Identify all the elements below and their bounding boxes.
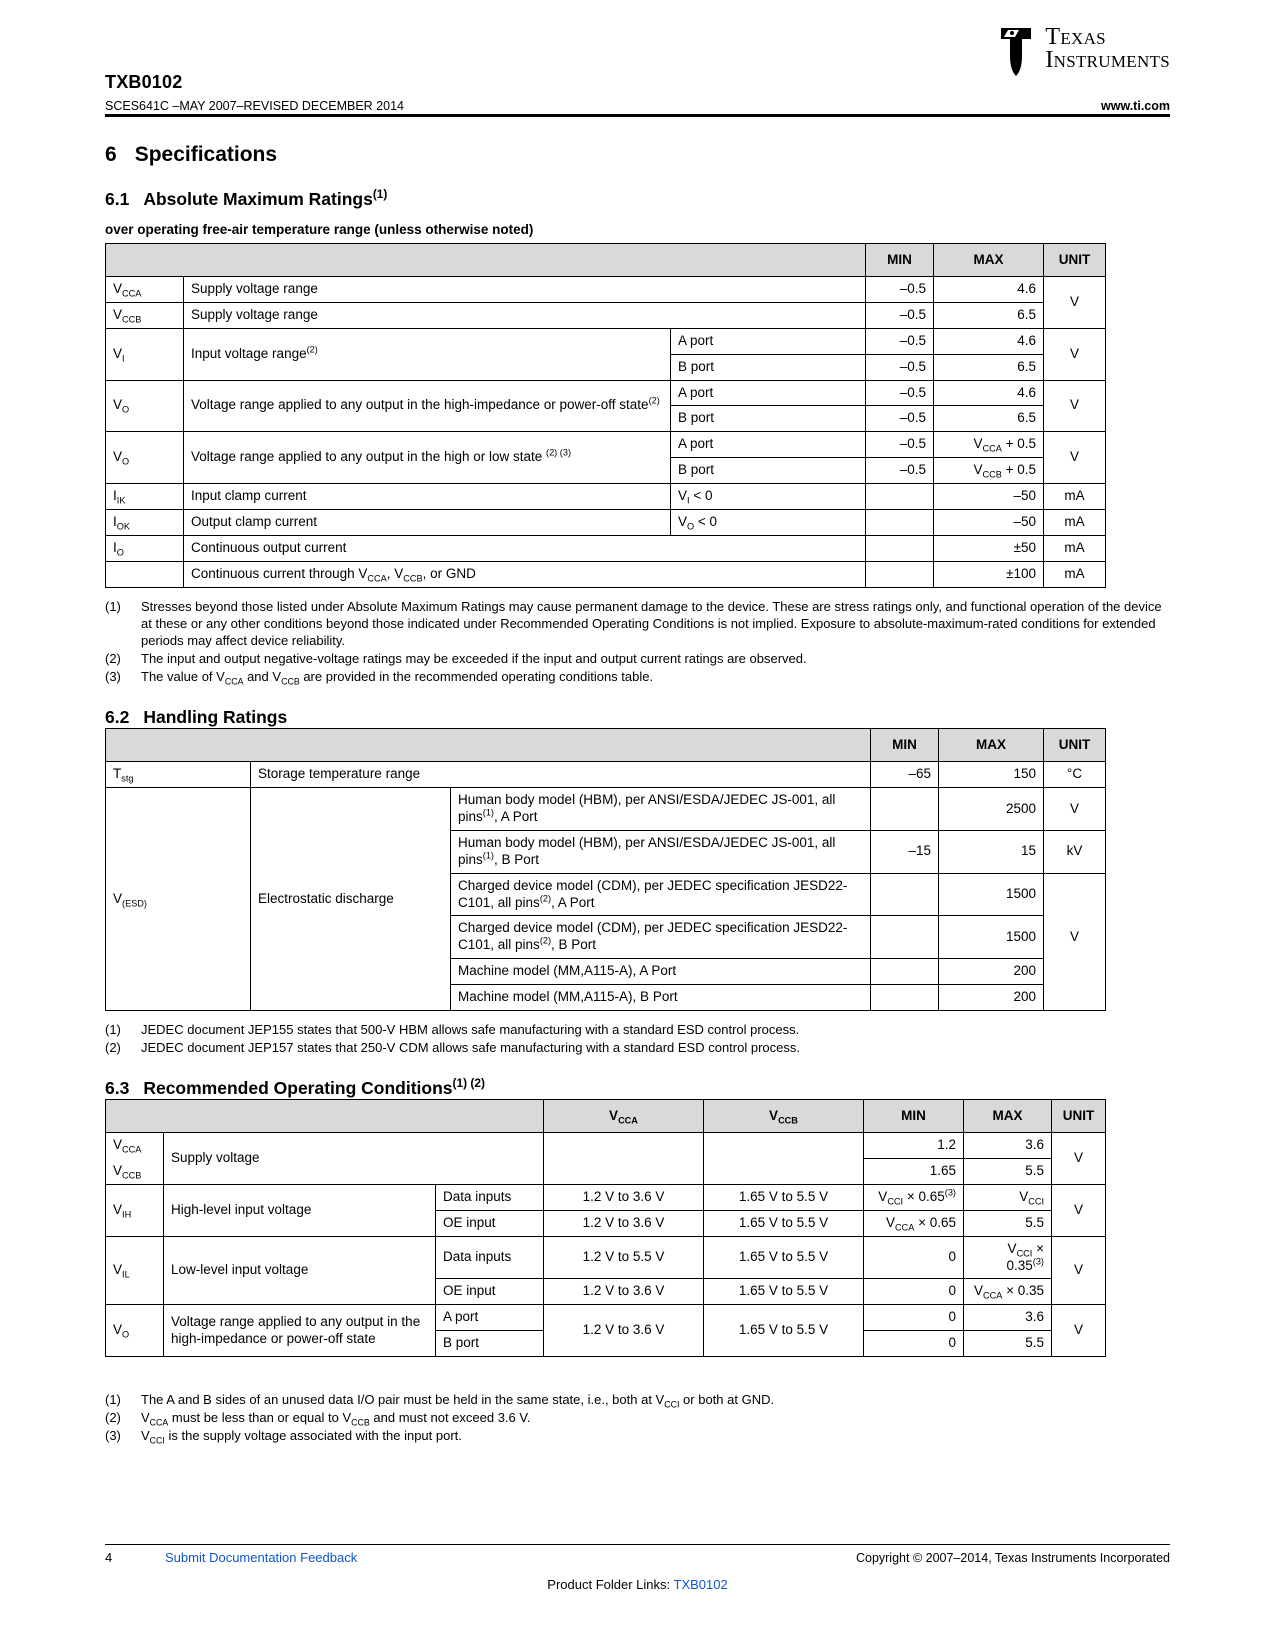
amr-max: 4.6: [934, 277, 1044, 303]
roc-min: 0: [864, 1279, 964, 1305]
amr-max: ±50: [934, 535, 1044, 561]
roc-parameter: Supply voltage: [164, 1133, 544, 1185]
amr-unit: mA: [1044, 509, 1106, 535]
roc-max: 3.6: [964, 1133, 1052, 1159]
hr-max: 1500: [939, 916, 1044, 959]
amr-symbol: [106, 561, 184, 587]
hr-condition: Human body model (HBM), per ANSI/ESDA/JEDEC JS-001, all pins$^{(1)}$, A Port: [451, 788, 871, 831]
roc-min: $V_{CCI} \times 0.65^{(3)}$: [864, 1184, 964, 1210]
roc-min: 0: [864, 1236, 964, 1279]
roc-condition: Data inputs: [436, 1236, 544, 1279]
hr-min: [871, 916, 939, 959]
amr-unit: mA: [1044, 484, 1106, 510]
amr-min: –0.5: [866, 458, 934, 484]
roc-max: $V_{CCI} \times 0.35^{(3)}$: [964, 1236, 1052, 1279]
amr-symbol: $V_{CCB}$: [106, 302, 184, 328]
amr-symbol: $I_O$: [106, 535, 184, 561]
roc-condition: B port: [436, 1331, 544, 1357]
amr-max: ±100: [934, 561, 1044, 587]
amr-min: –0.5: [866, 380, 934, 406]
hr-max: 15: [939, 830, 1044, 873]
recommended-operating-conditions-table: [105, 1099, 1106, 1357]
submit-documentation-feedback-link[interactable]: Submit Documentation Feedback: [165, 1550, 358, 1565]
table-row: [106, 277, 1106, 303]
table-row: [106, 535, 1106, 561]
hr-parameter: Storage temperature range: [251, 762, 871, 788]
roc-symbol: $V_O$: [106, 1305, 164, 1357]
table-header-row: [106, 729, 1106, 762]
roc-vcca: [544, 1133, 704, 1185]
footnote: [105, 1409, 1170, 1426]
amr-condition: B port: [671, 406, 866, 432]
amr-max: 4.6: [934, 380, 1044, 406]
roc-header-unit: UNIT: [1052, 1100, 1106, 1133]
page-number: 4: [105, 1550, 113, 1565]
amr-symbol: $I_{OK}$: [106, 509, 184, 535]
section-63-title: Recommended Operating Conditions$^{(1) (2)}$: [143, 1076, 485, 1099]
table-row: [106, 1305, 1106, 1331]
footnote-text: The value of $V_{CCA}$ and $V_{CCB}$ are provided in the recommended operating conditions table.: [141, 669, 654, 687]
section-6-title: Specifications: [134, 143, 278, 166]
hr-min: [871, 959, 939, 985]
footnote: [105, 1391, 1170, 1408]
hr-unit: V: [1044, 916, 1106, 959]
hr-min: [871, 985, 939, 1011]
hr-min: –15: [871, 830, 939, 873]
amr-min: –0.5: [866, 406, 934, 432]
footnote: [105, 650, 1170, 667]
hr-unit: [1044, 985, 1106, 1011]
amr-max: –50: [934, 509, 1044, 535]
hr-header-min: MIN: [871, 729, 939, 762]
table-row: [106, 509, 1106, 535]
product-folder-label: Product Folder Links:: [547, 1577, 671, 1592]
amr-unit: mA: [1044, 535, 1106, 561]
roc-parameter: High-level input voltage: [164, 1184, 436, 1236]
amr-description: Continuous output current: [184, 535, 866, 561]
roc-unit: V: [1052, 1184, 1106, 1236]
footnote-number: (2): [105, 650, 121, 666]
amr-description: Supply voltage range: [184, 302, 866, 328]
section-62-heading: [105, 707, 1170, 728]
section-63-footnotes: [105, 1391, 1170, 1444]
amr-max: –50: [934, 484, 1044, 510]
footnote: [105, 598, 1170, 649]
roc-max: 5.5: [964, 1331, 1052, 1357]
amr-condition: $V_O < 0$: [671, 509, 866, 535]
roc-condition: Data inputs: [436, 1184, 544, 1210]
amr-description: Input clamp current: [184, 484, 671, 510]
footnote-text: The A and B sides of an unused data I/O pair must be held in the same state, i.e., both at $V_{CCI}$ or both at GND.: [141, 1392, 775, 1410]
roc-condition: OE input: [436, 1279, 544, 1305]
amr-header-blank: [106, 244, 866, 277]
hr-min: [871, 873, 939, 916]
roc-vccb: [704, 1133, 864, 1185]
absolute-maximum-ratings-table: [105, 243, 1106, 588]
amr-max: $V_{CCA} + 0.5$: [934, 432, 1044, 458]
amr-unit: V: [1044, 277, 1106, 329]
footnote-text: $V_{CCA}$ must be less than or equal to $V_{CCB}$ and must not exceed 3.6 V.: [141, 1410, 531, 1428]
hr-header-blank: [106, 729, 871, 762]
roc-vccb: 1.65 V to 5.5 V: [704, 1184, 864, 1210]
roc-header-min: MIN: [864, 1100, 964, 1133]
footnote-text: JEDEC document JEP155 states that 500-V HBM allows safe manufacturing with a standard ESD control process.: [141, 1021, 800, 1037]
footnote-text: $V_{CCI}$ is the supply voltage associated with the input port.: [141, 1428, 462, 1446]
roc-min: 0: [864, 1305, 964, 1331]
section-61-title-footnote: (1): [372, 187, 388, 202]
hr-min: [871, 788, 939, 831]
amr-description: Continuous current through $V_{CCA}$, $V_{CCB}$, or GND: [184, 561, 866, 587]
amr-symbol: $V_I$: [106, 328, 184, 380]
amr-description: Voltage range applied to any output in the high or low state $^{(2) (3)}$: [184, 432, 671, 484]
ti-logo-wordmark: [1045, 26, 1170, 72]
footnote-number: (2): [105, 1040, 121, 1056]
amr-symbol: $V_O$: [106, 380, 184, 432]
section-61-condition: over operating free-air temperature range (unless otherwise noted): [105, 222, 534, 237]
roc-vcca: 1.2 V to 3.6 V: [544, 1279, 704, 1305]
roc-header-blank: [106, 1100, 544, 1133]
table-row: [106, 484, 1106, 510]
roc-vcca: 1.2 V to 3.6 V: [544, 1210, 704, 1236]
amr-unit: V: [1044, 328, 1106, 380]
hr-condition: Machine model (MM,A115-A), B Port: [451, 985, 871, 1011]
section-62-title: Handling Ratings: [143, 707, 288, 728]
roc-max: 3.6: [964, 1305, 1052, 1331]
amr-min: –0.5: [866, 328, 934, 354]
roc-header-max: MAX: [964, 1100, 1052, 1133]
table-header-row: [106, 244, 1106, 277]
amr-symbol: $I_{IK}$: [106, 484, 184, 510]
footnote: [105, 1039, 1170, 1056]
section-63-heading: [105, 1078, 1170, 1099]
hr-symbol: $T_{stg}$: [106, 762, 251, 788]
table-row: [106, 1184, 1106, 1210]
roc-header-vccb: $V_{CCB}$: [704, 1100, 864, 1133]
roc-max: $V_{CCI}$: [964, 1184, 1052, 1210]
amr-max: 4.6: [934, 328, 1044, 354]
roc-max: 5.5: [964, 1210, 1052, 1236]
amr-description: Supply voltage range: [184, 277, 866, 303]
product-folder-links: [105, 1577, 1170, 1592]
roc-max: 5.5: [964, 1159, 1052, 1185]
roc-vcca: 1.2 V to 3.6 V: [544, 1305, 704, 1357]
table-header-row: [106, 1100, 1106, 1133]
footnote-text: Stresses beyond those listed under Absolute Maximum Ratings may cause permanent damage to the device. These are stress ratings only, and functional operation of the device at these or any other conditions beyond those indicated under Recommended Operating Conditions is not implied. Exposure to absolute-maximum-rated conditions for extended periods may affect device reliability.: [141, 598, 1162, 648]
roc-unit: V: [1052, 1305, 1106, 1357]
hr-condition: Machine model (MM,A115-A), A Port: [451, 959, 871, 985]
roc-header-vcca: $V_{CCA}$: [544, 1100, 704, 1133]
roc-min: 1.65: [864, 1159, 964, 1185]
ti-website-url: www.ti.com: [1101, 99, 1170, 113]
ti-logo: [995, 26, 1170, 78]
amr-min: –0.5: [866, 302, 934, 328]
section-62-number: 6.2: [105, 707, 130, 728]
amr-header-min: MIN: [866, 244, 934, 277]
amr-condition: $V_I < 0$: [671, 484, 866, 510]
amr-condition: A port: [671, 328, 866, 354]
hr-max: 2500: [939, 788, 1044, 831]
hr-unit: [1044, 873, 1106, 916]
hr-header-max: MAX: [939, 729, 1044, 762]
roc-symbol: $V_{IL}$: [106, 1236, 164, 1305]
section-6-heading: [105, 143, 1170, 167]
section-61-footnotes: [105, 598, 1170, 686]
ti-logo-line1: Texas: [1045, 24, 1106, 50]
amr-min: [866, 484, 934, 510]
hr-unit: [1044, 959, 1106, 985]
page-header: [0, 0, 1275, 113]
roc-unit: V: [1052, 1236, 1106, 1305]
section-61-title: Absolute Maximum Ratings$^{(1)}$: [143, 187, 388, 209]
amr-min: [866, 509, 934, 535]
amr-description: Input voltage range$^{(2)}$: [184, 328, 671, 380]
hr-header-unit: UNIT: [1044, 729, 1106, 762]
footnote: [105, 668, 1170, 685]
ti-logo-line2: Instruments: [1045, 46, 1170, 73]
footnote-number: (3): [105, 1428, 121, 1444]
amr-max: 6.5: [934, 354, 1044, 380]
roc-min: $V_{CCA} \times 0.65$: [864, 1210, 964, 1236]
amr-min: [866, 561, 934, 587]
product-folder-link[interactable]: TXB0102: [673, 1577, 728, 1592]
footnote-number: (1): [105, 1392, 121, 1408]
footer-divider: [105, 1544, 1170, 1545]
amr-header-unit: UNIT: [1044, 244, 1106, 277]
roc-vcca: 1.2 V to 3.6 V: [544, 1184, 704, 1210]
table-row: [106, 762, 1106, 788]
roc-symbol: $V_{CCA}$: [106, 1133, 164, 1159]
section-61-heading: [105, 189, 1170, 210]
roc-unit: V: [1052, 1133, 1106, 1185]
section-63-title-footnote: (1) (2): [452, 1076, 485, 1091]
amr-symbol: $V_O$: [106, 432, 184, 484]
hr-parameter: Electrostatic discharge: [251, 788, 451, 1011]
roc-max: $V_{CCA} \times 0.35$: [964, 1279, 1052, 1305]
hr-max: 200: [939, 959, 1044, 985]
roc-parameter: Low-level input voltage: [164, 1236, 436, 1305]
amr-symbol: $V_{CCA}$: [106, 277, 184, 303]
table-row: [106, 788, 1106, 831]
hr-unit: °C: [1044, 762, 1106, 788]
hr-condition: Charged device model (CDM), per JEDEC specification JESD22-C101, all pins$^{(2)}$, B Port: [451, 916, 871, 959]
document-id: SCES641C –MAY 2007–REVISED DECEMBER 2014: [105, 99, 404, 113]
footnote-number: (2): [105, 1410, 121, 1426]
roc-min: 1.2: [864, 1133, 964, 1159]
footnote: [105, 1427, 1170, 1444]
roc-vccb: 1.65 V to 5.5 V: [704, 1279, 864, 1305]
table-row: [106, 432, 1106, 458]
roc-condition: OE input: [436, 1210, 544, 1236]
table-row: [106, 302, 1106, 328]
amr-min: –0.5: [866, 354, 934, 380]
section-62-footnotes: [105, 1021, 1170, 1056]
roc-symbol: $V_{IH}$: [106, 1184, 164, 1236]
amr-condition: B port: [671, 458, 866, 484]
ti-logo-mark: [995, 26, 1037, 78]
amr-min: –0.5: [866, 277, 934, 303]
table-row: [106, 561, 1106, 587]
amr-unit: mA: [1044, 561, 1106, 587]
handling-ratings-table: [105, 728, 1106, 1011]
amr-unit: V: [1044, 432, 1106, 484]
device-title: TXB0102: [105, 72, 183, 92]
roc-parameter: Voltage range applied to any output in the high-impedance or power-off state: [164, 1305, 436, 1357]
roc-vcca: 1.2 V to 5.5 V: [544, 1236, 704, 1279]
table-row: [106, 328, 1106, 354]
amr-min: [866, 535, 934, 561]
hr-unit: V: [1044, 788, 1106, 831]
roc-vccb: 1.65 V to 5.5 V: [704, 1236, 864, 1279]
amr-header-max: MAX: [934, 244, 1044, 277]
amr-min: –0.5: [866, 432, 934, 458]
hr-max: 200: [939, 985, 1044, 1011]
amr-description: Output clamp current: [184, 509, 671, 535]
amr-max: 6.5: [934, 302, 1044, 328]
footnote-text: The input and output negative-voltage ratings may be exceeded if the input and output current ratings are observed.: [141, 650, 807, 666]
amr-description: Voltage range applied to any output in the high-impedance or power-off state$^{(2)}$: [184, 380, 671, 432]
footnote-text: JEDEC document JEP157 states that 250-V CDM allows safe manufacturing with a standard ESD control process.: [141, 1040, 800, 1056]
hr-min: –65: [871, 762, 939, 788]
amr-max: 6.5: [934, 406, 1044, 432]
table-row: [106, 380, 1106, 406]
roc-symbol: $V_{CCB}$: [106, 1159, 164, 1185]
hr-max: 1500: [939, 873, 1044, 916]
copyright-notice: Copyright © 2007–2014, Texas Instruments Incorporated: [855, 1551, 1170, 1565]
roc-condition: A port: [436, 1305, 544, 1331]
roc-vccb: 1.65 V to 5.5 V: [704, 1210, 864, 1236]
footnote-number: (3): [105, 669, 121, 685]
footnote-number: (1): [105, 598, 121, 614]
footnote-number: (1): [105, 1021, 121, 1037]
hr-unit: kV: [1044, 830, 1106, 873]
section-63-number: 6.3: [105, 1078, 130, 1099]
footnote: [105, 1021, 1170, 1038]
header-divider: [105, 114, 1170, 117]
table-row: [106, 1133, 1106, 1159]
section-6-number: 6: [105, 143, 117, 166]
amr-condition: A port: [671, 432, 866, 458]
amr-condition: A port: [671, 380, 866, 406]
roc-min: 0: [864, 1331, 964, 1357]
hr-condition: Charged device model (CDM), per JEDEC specification JESD22-C101, all pins$^{(2)}$, A Port: [451, 873, 871, 916]
hr-symbol: $V_{(ESD)}$: [106, 788, 251, 1011]
amr-condition: B port: [671, 354, 866, 380]
amr-max: $V_{CCB} + 0.5$: [934, 458, 1044, 484]
amr-unit: V: [1044, 380, 1106, 432]
table-row: [106, 1236, 1106, 1279]
hr-condition: Human body model (HBM), per ANSI/ESDA/JEDEC JS-001, all pins$^{(1)}$, B Port: [451, 830, 871, 873]
page-footer: [105, 1544, 1170, 1592]
roc-vccb: 1.65 V to 5.5 V: [704, 1305, 864, 1357]
hr-max: 150: [939, 762, 1044, 788]
section-61-number: 6.1: [105, 189, 130, 209]
